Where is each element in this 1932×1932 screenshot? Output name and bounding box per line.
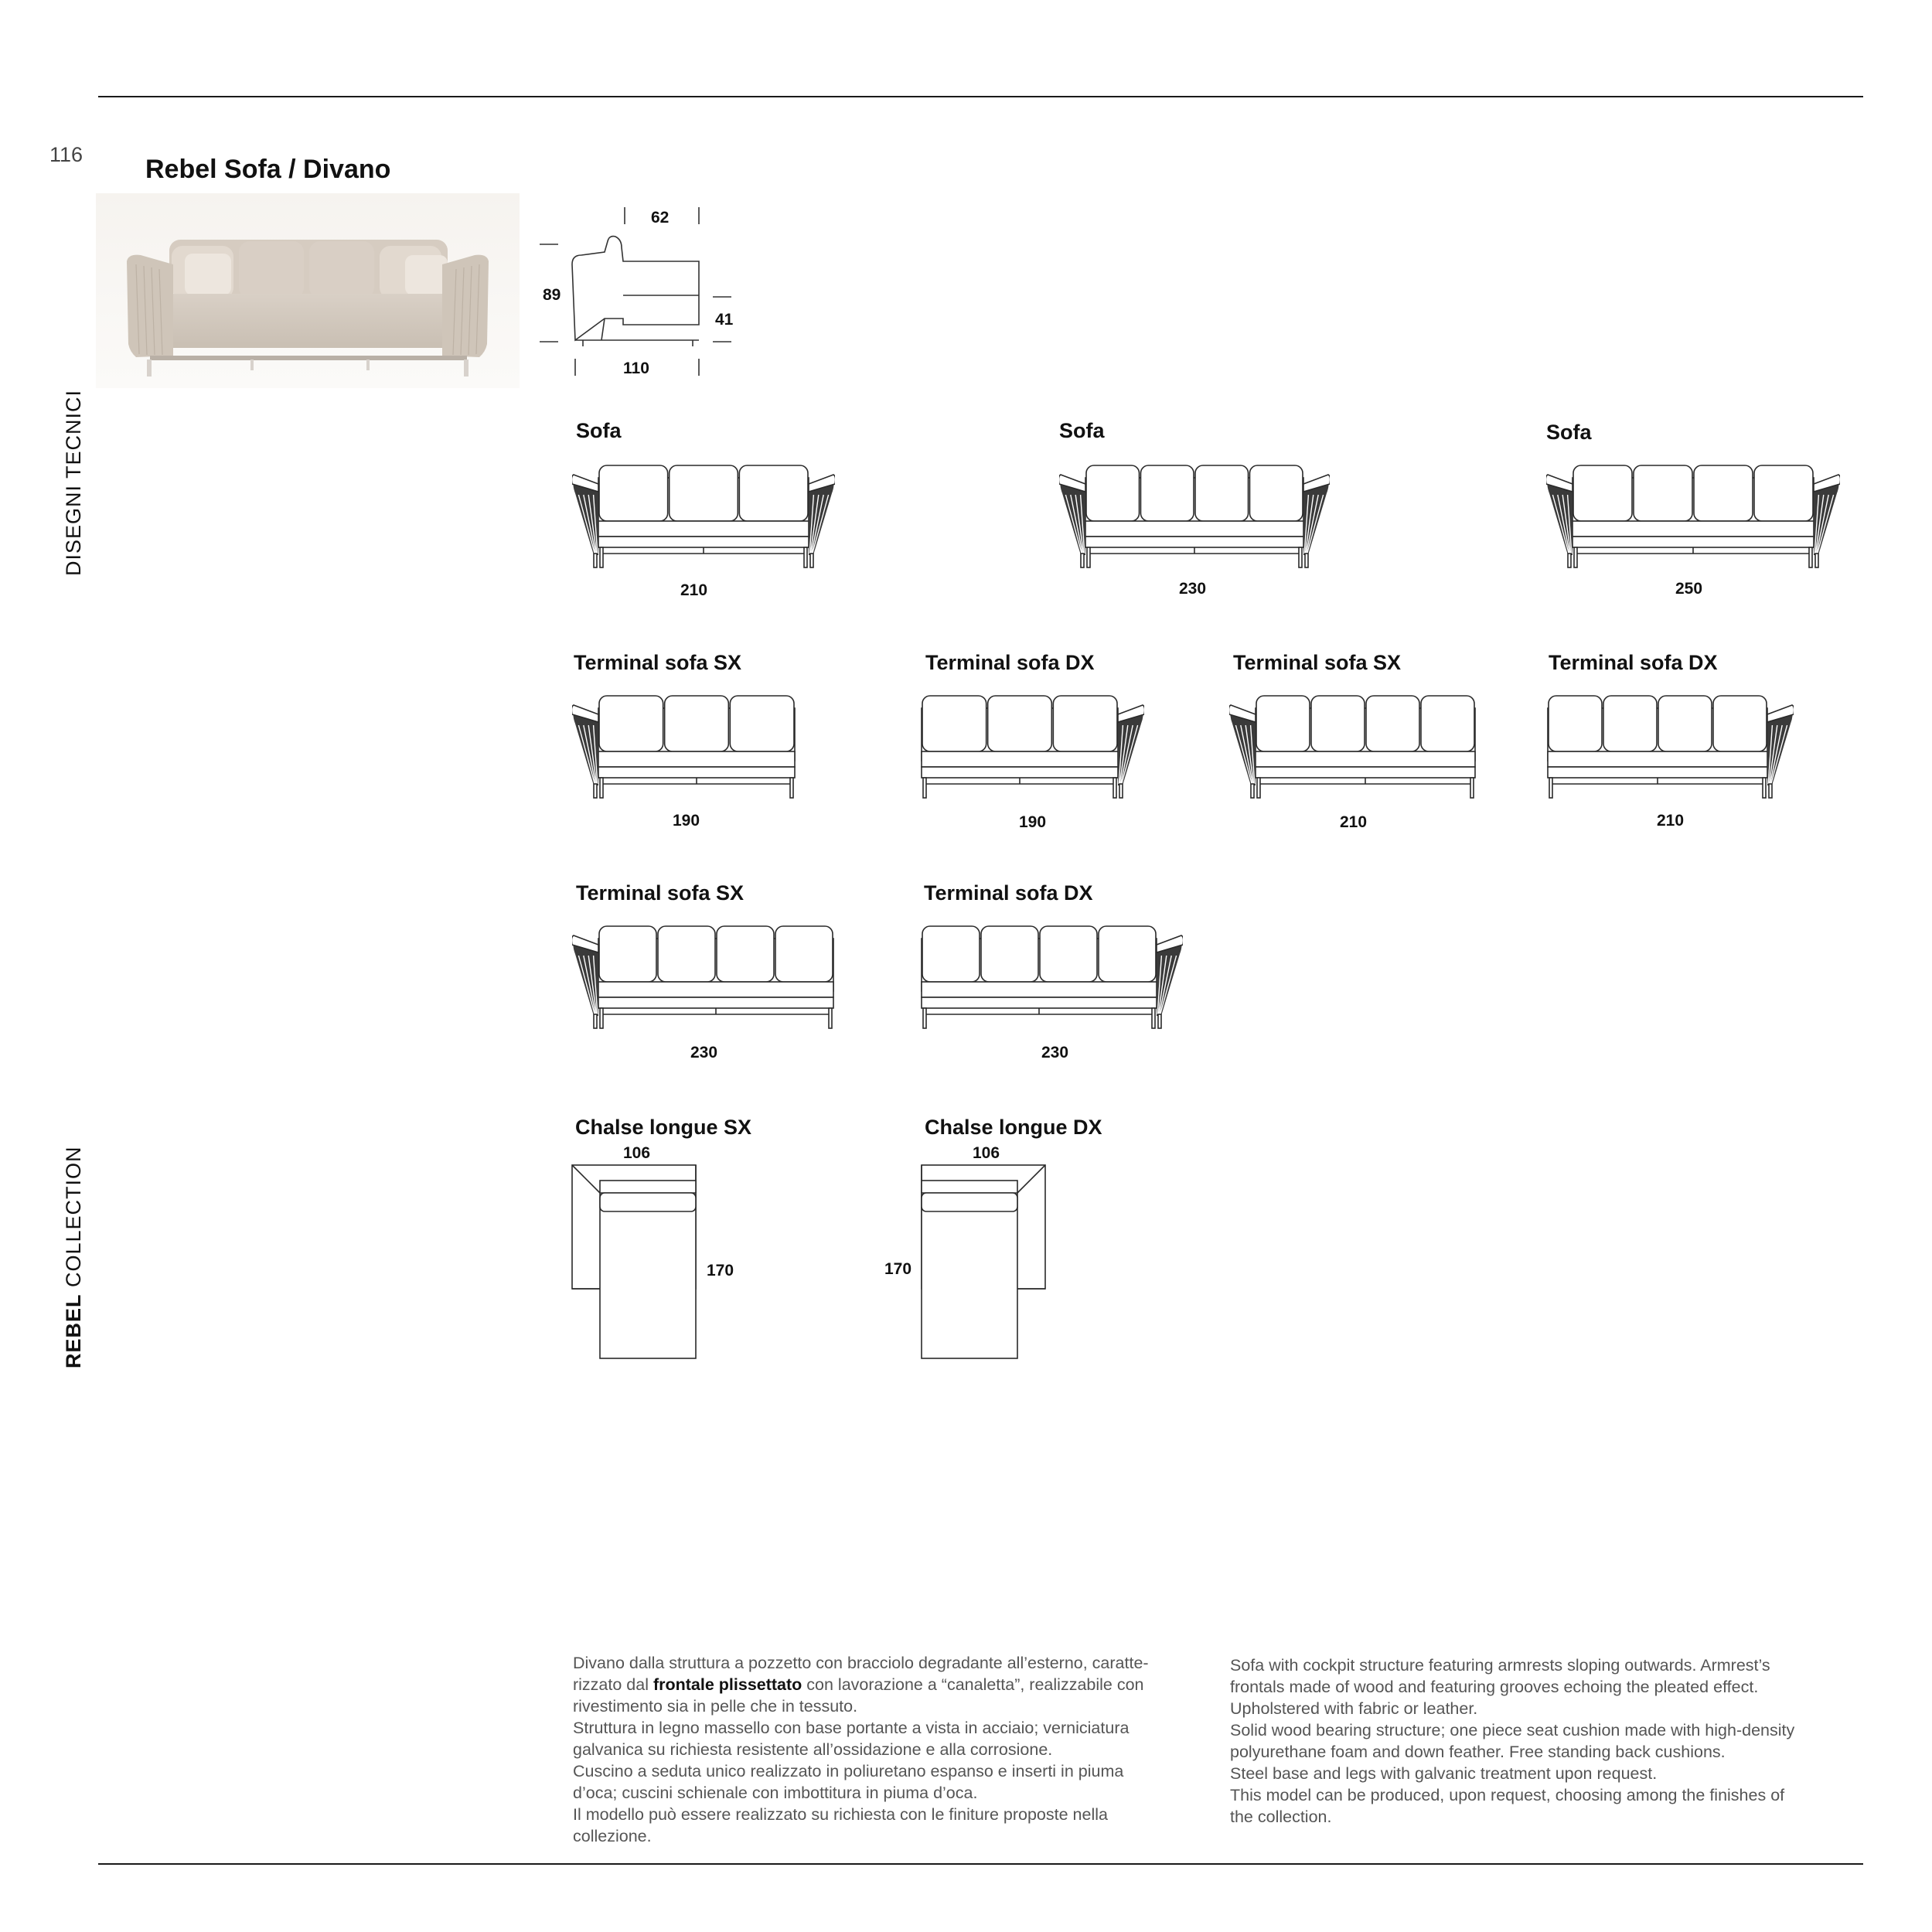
- variant-width: 230: [690, 1044, 718, 1061]
- variant-label: Terminal sofa DX: [925, 651, 1095, 674]
- variant-label: Sofa: [1059, 419, 1105, 442]
- collection-label: REBEL COLLECTION: [62, 1146, 85, 1368]
- sofa-drawing: [1059, 462, 1330, 571]
- profile-depth: 62: [651, 209, 670, 227]
- sofa-photo: [96, 193, 520, 388]
- sofa-drawing: [920, 923, 1183, 1031]
- chaise-label: Chalse longue DX: [925, 1116, 1102, 1139]
- variant-label: Sofa: [1546, 421, 1592, 444]
- chaise-width: 106: [973, 1144, 1000, 1162]
- variant-width: 190: [673, 812, 700, 830]
- sofa-drawing: [1546, 462, 1840, 571]
- bottom-rule: [98, 1863, 1863, 1865]
- sofa-drawing: [1229, 693, 1477, 801]
- variant-label: Terminal sofa DX: [1549, 651, 1718, 674]
- variant-width: 230: [1041, 1044, 1069, 1061]
- variant-width: 210: [1340, 813, 1368, 831]
- sofa-drawing: [572, 462, 835, 571]
- description-english: Sofa with cockpit structure featuring armrests sloping outwards. Armrest’s frontals made of wood and featuring grooves echoing the pleated effect. Upholstered with fabric or leather. Solid wood bearing structure; one piece seat cushion made with high-density polyurethane foam and down feather. Free standing back cushions. Steel base and legs with galvanic treatment upon request. This model can be produced, upon request, choosing among the finishes of the collection.: [1230, 1656, 1795, 1826]
- variant-width: 210: [1657, 812, 1685, 830]
- profile-seat-height: 41: [715, 311, 734, 329]
- variant-label: Terminal sofa SX: [574, 651, 742, 674]
- chaise-dx-plan: [920, 1164, 1048, 1361]
- variant-label: Sofa: [576, 419, 622, 442]
- variant-label: Terminal sofa SX: [576, 881, 745, 905]
- chaise-label: Chalse longue SX: [575, 1116, 752, 1139]
- page-number: 116: [49, 143, 83, 166]
- sofa-drawing: [572, 693, 796, 801]
- chaise-sx-plan: [571, 1164, 699, 1361]
- chaise-width: 106: [623, 1144, 651, 1162]
- sofa-drawing: [572, 923, 835, 1031]
- sofa-drawing: [1546, 693, 1794, 801]
- profile-drawing: [533, 203, 742, 380]
- variant-width: 250: [1675, 580, 1703, 598]
- variant-width: 230: [1179, 580, 1207, 598]
- variant-label: Terminal sofa DX: [924, 881, 1093, 905]
- chaise-length: 170: [884, 1260, 912, 1278]
- section-label: DISEGNI TECNICI: [62, 389, 85, 576]
- sofa-drawing: [920, 693, 1144, 801]
- page-title: Rebel Sofa / Divano: [145, 155, 391, 184]
- profile-height: 89: [543, 286, 561, 304]
- variant-width: 210: [680, 581, 708, 599]
- profile-length: 110: [623, 359, 649, 377]
- variant-width: 190: [1019, 813, 1047, 831]
- top-rule: [98, 96, 1863, 97]
- description-italian: Divano dalla struttura a pozzetto con bracciolo degradante all’esterno, caratte- rizzato dal frontale plissettato con lavorazione a “canaletta”, realizzabile con rivestimento sia in pelle che in tessuto. Struttura in legno massello con base portante a vista in acciaio; verniciatura galvanica su richiesta resistente all’ossidazione e alla corrosione. Cuscino a seduta unico realizzato in poliuretano espanso e inserti in piuma d’oca; cuscini schienale con imbottitura in piuma d’oca. Il modello può essere realizzato su richiesta con le finiture proposte nella collezione.: [573, 1654, 1149, 1845]
- chaise-length: 170: [707, 1262, 734, 1279]
- variant-label: Terminal sofa SX: [1233, 651, 1402, 674]
